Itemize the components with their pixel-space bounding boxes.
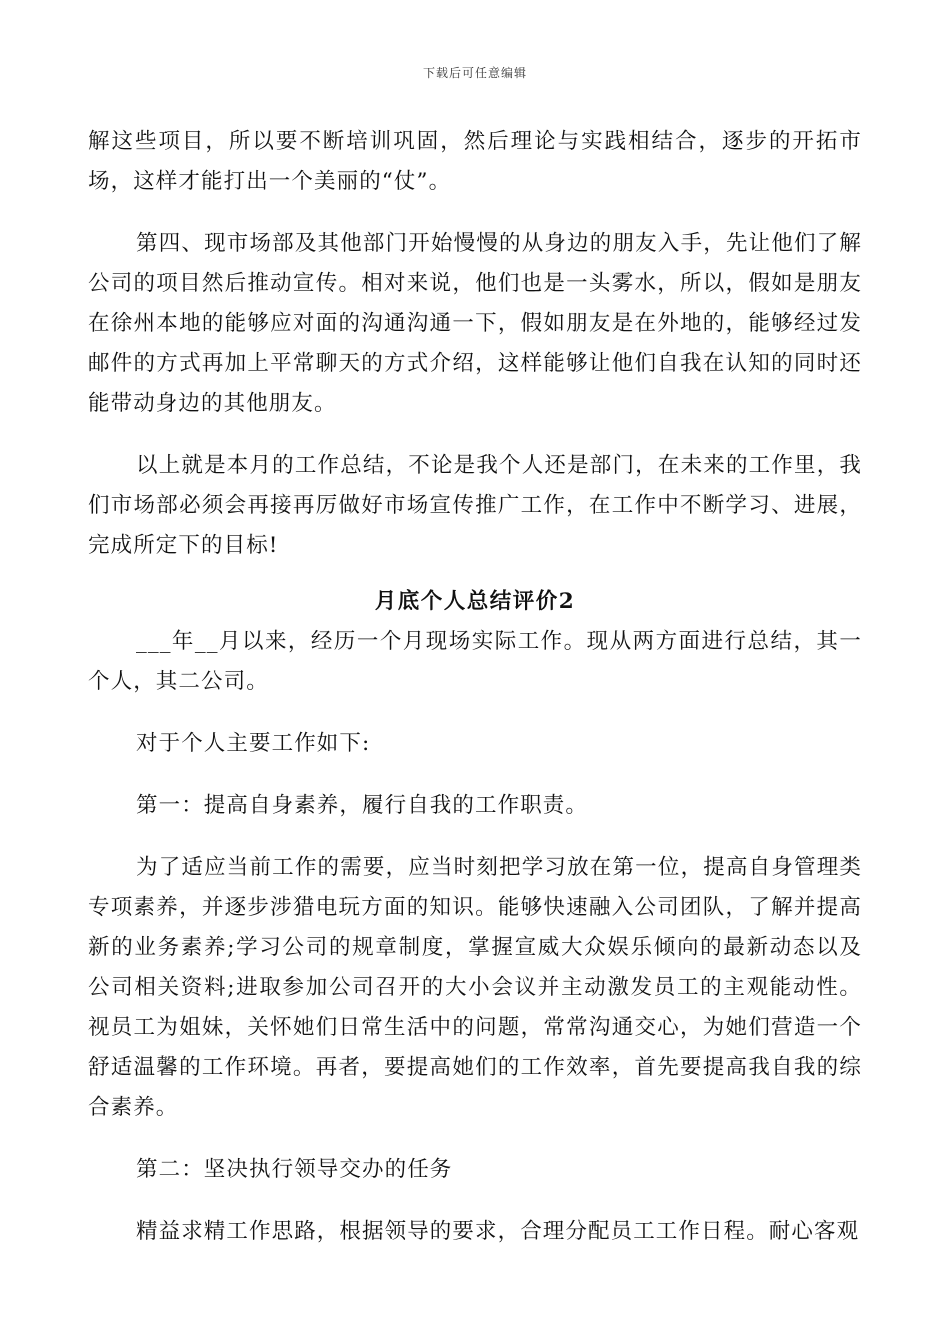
section-title: 月底个人总结评价2 — [374, 589, 576, 614]
header-note: 下载后可任意编辑 — [422, 66, 527, 80]
paragraph-intro: ___年__月以来，经历一个月现场实际工作。现从两方面进行总结，其一个人，其二公司。 — [88, 629, 862, 694]
paragraph-summary-conclusion: 以上就是本月的工作总结，不论是我个人还是部门，在未来的工作里，我们市场部必须会再接再厉做好市场宣传推广工作，在工作中不断学习、进展，完成所定下的目标! — [88, 453, 862, 558]
paragraph-fourth-point: 第四、现市场部及其他部门开始慢慢的从身边的朋友入手，先让他们了解公司的项目然后推动宣传。相对来说，他们也是一头雾水，所以，假如是朋友在徐州本地的能够应对面的沟通沟通一下，假如朋友是在外地的，能够经过发邮件的方式再加上平常聊天的方式介绍，这样能够让他们自我在认知的同时还能带动身边的其他朋友。 — [88, 231, 862, 416]
paragraph-point-one-heading: 第一：提高自身素养，履行自我的工作职责。 — [136, 793, 589, 818]
paragraph-point-one-body: 为了适应当前工作的需要，应当时刻把学习放在第一位，提高自身管理类专项素养，并逐步涉猎电玩方面的知识。能够快速融入公司团队，了解并提高新的业务素养;学习公司的规章制度，掌握宣威大众娱乐倾向的最新动态以及公司相关资料;进取参加公司召开的大小会议并主动激发员工的主观能动性。视员工为姐妹，关怀她们日常生活中的问题，常常沟通交心，为她们营造一个舒适温馨的工作环境。再者，要提高她们的工作效率，首先要提高我自我的综合素养。 — [88, 855, 862, 1120]
paragraph-point-two-heading: 第二：坚决执行领导交办的任务 — [136, 1157, 453, 1182]
paragraph-point-two-body: 精益求精工作思路，根据领导的要求，合理分配员工工作日程。耐心客观 — [136, 1219, 860, 1244]
document-body — [88, 122, 862, 1252]
paragraph-continuation: 解这些项目，所以要不断培训巩固，然后理论与实践相结合，逐步的开拓市场，这样才能打出一个美丽的“仗”。 — [88, 129, 862, 194]
paragraph-personal-work-heading: 对于个人主要工作如下: — [136, 731, 371, 756]
